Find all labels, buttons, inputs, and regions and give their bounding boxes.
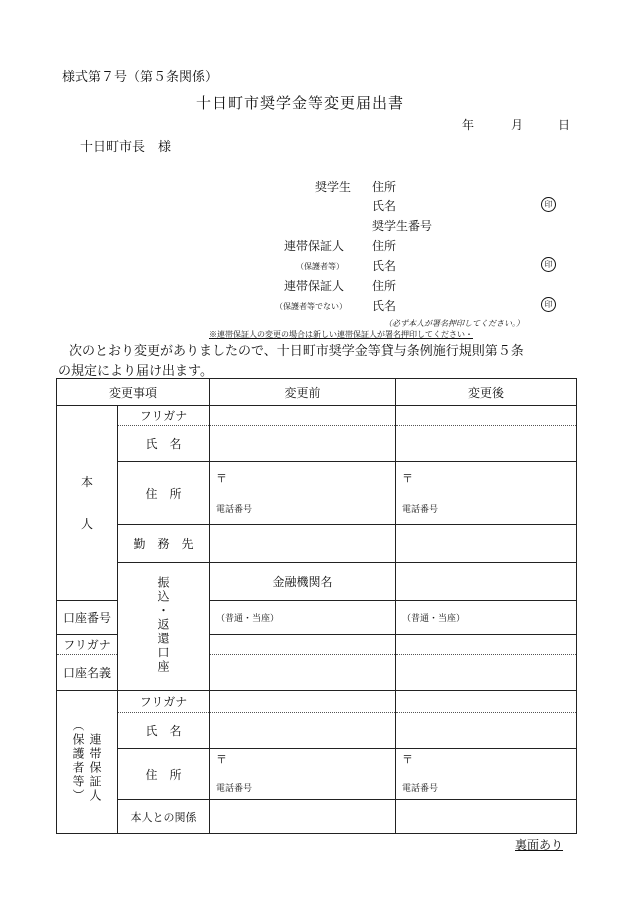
- guarantor1-note: （保護者等）: [296, 262, 344, 271]
- phone-label: 電話番号: [402, 784, 439, 794]
- student-number-label: 奨学生番号: [372, 219, 433, 233]
- guarantor-address-row: [57, 749, 577, 800]
- self-group-label: [57, 406, 118, 601]
- guarantor1-name-label: 氏名: [372, 259, 397, 273]
- self-group-text: 本 人: [80, 475, 93, 531]
- student-seal-icon: 印: [541, 197, 556, 212]
- guarantor-name-after[interactable]: [396, 713, 577, 749]
- self-workplace-after[interactable]: [396, 525, 577, 563]
- postal-mark-icon: 〒: [402, 753, 414, 766]
- intro-line-1: 次のとおり変更がありましたので、十日町市奨学金等貸与条例施行規則第５条: [56, 344, 524, 359]
- sign-note: （必ず本人が署名押印してください。）: [384, 319, 524, 328]
- self-workplace-row: [57, 525, 577, 563]
- change-note: ※連帯保証人の変更の場合は新しい連帯保証人が署名押印してください・: [209, 330, 473, 339]
- account-holder-after[interactable]: [396, 655, 577, 691]
- relation-row: [57, 800, 577, 834]
- guarantor-name-row: [57, 713, 577, 749]
- self-furigana-before[interactable]: [210, 406, 396, 426]
- account-number-label: 口座番号: [57, 601, 118, 635]
- header-before: 変更前: [210, 379, 396, 406]
- postal-mark-icon: 〒: [216, 472, 228, 485]
- guarantor-name-label: 氏 名: [118, 713, 210, 749]
- guarantor-address-before[interactable]: [210, 749, 396, 800]
- phone-label: 電話番号: [216, 505, 253, 515]
- table-header-row: [57, 379, 577, 406]
- postal-mark-icon: 〒: [402, 472, 414, 485]
- self-address-row: [57, 462, 577, 525]
- account-holder-before[interactable]: [210, 655, 396, 691]
- self-furigana-row: [57, 406, 577, 426]
- guarantor2-name-label: 氏名: [372, 299, 397, 313]
- guarantor2-label: 連帯保証人: [284, 279, 345, 293]
- self-name-label: 氏 名: [118, 426, 210, 462]
- relation-after[interactable]: [396, 800, 577, 834]
- date-day-label: 日: [558, 118, 571, 132]
- self-workplace-before[interactable]: [210, 525, 396, 563]
- guarantor-name-before[interactable]: [210, 713, 396, 749]
- guarantor1-address-label: 住所: [372, 239, 397, 253]
- guarantor-furigana-label: フリガナ: [118, 691, 210, 713]
- self-name-before[interactable]: [210, 426, 396, 462]
- guarantor-furigana-after[interactable]: [396, 691, 577, 713]
- guarantor-address-after[interactable]: [396, 749, 577, 800]
- intro-line-2: の規定により届け出ます。: [58, 364, 213, 379]
- account-holder-label: 口座名義: [57, 655, 118, 691]
- guarantor2-note: （保護者等でない）: [275, 302, 347, 311]
- guarantor-group-label: [57, 691, 118, 834]
- guarantor-furigana-row: [57, 691, 577, 713]
- relation-before[interactable]: [210, 800, 396, 834]
- account-number-before[interactable]: （普通・当座）: [210, 601, 396, 635]
- guarantor2-address-label: 住所: [372, 279, 397, 293]
- guarantor2-seal-icon: 印: [541, 297, 556, 312]
- bank-name-label: 金融機関名: [210, 563, 396, 601]
- account-furigana-before[interactable]: [210, 635, 396, 655]
- guarantor-furigana-before[interactable]: [210, 691, 396, 713]
- account-furigana-label: フリガナ: [57, 635, 118, 655]
- date-year-label: 年: [462, 118, 475, 132]
- self-address-label: 住 所: [118, 462, 210, 525]
- self-workplace-label: 勤 務 先: [118, 525, 210, 563]
- phone-label: 電話番号: [402, 505, 439, 515]
- guarantor-group-main: 連帯保証人: [88, 732, 102, 803]
- self-address-after[interactable]: [396, 462, 577, 525]
- header-after: 変更後: [396, 379, 577, 406]
- relation-label: 本人との関係: [118, 800, 210, 834]
- guarantor1-seal-icon: 印: [541, 257, 556, 272]
- self-name-after[interactable]: [396, 426, 577, 462]
- account-furigana-after[interactable]: [396, 635, 577, 655]
- postal-mark-icon: 〒: [216, 753, 228, 766]
- account-number-after[interactable]: （普通・当座）: [396, 601, 577, 635]
- header-item: 変更事項: [57, 379, 210, 406]
- addressee: 十日町市長 様: [80, 140, 172, 155]
- form-number: 様式第７号（第５条関係）: [62, 70, 219, 85]
- bank-group-label: [118, 563, 210, 691]
- bank-name-before[interactable]: [396, 563, 577, 601]
- guarantor-group-sub: （保護者等）: [71, 718, 85, 803]
- self-furigana-after[interactable]: [396, 406, 577, 426]
- student-name-label: 氏名: [372, 199, 397, 213]
- bank-group-text: 振込・返還口座: [156, 576, 170, 674]
- self-address-before[interactable]: [210, 462, 396, 525]
- student-address-label: 住所: [372, 180, 397, 194]
- self-furigana-label: フリガナ: [118, 406, 210, 426]
- self-name-row: [57, 426, 577, 462]
- student-label: 奨学生: [315, 180, 352, 194]
- guarantor1-label: 連帯保証人: [284, 239, 345, 253]
- change-form-table: [56, 378, 577, 834]
- date-month-label: 月: [511, 118, 524, 132]
- phone-label: 電話番号: [216, 784, 253, 794]
- bank-name-row: [57, 563, 577, 601]
- guarantor-address-label: 住 所: [118, 749, 210, 800]
- page-title: 十日町市奨学金等変更届出書: [196, 94, 405, 112]
- reverse-side-note: 裏面あり: [515, 838, 564, 852]
